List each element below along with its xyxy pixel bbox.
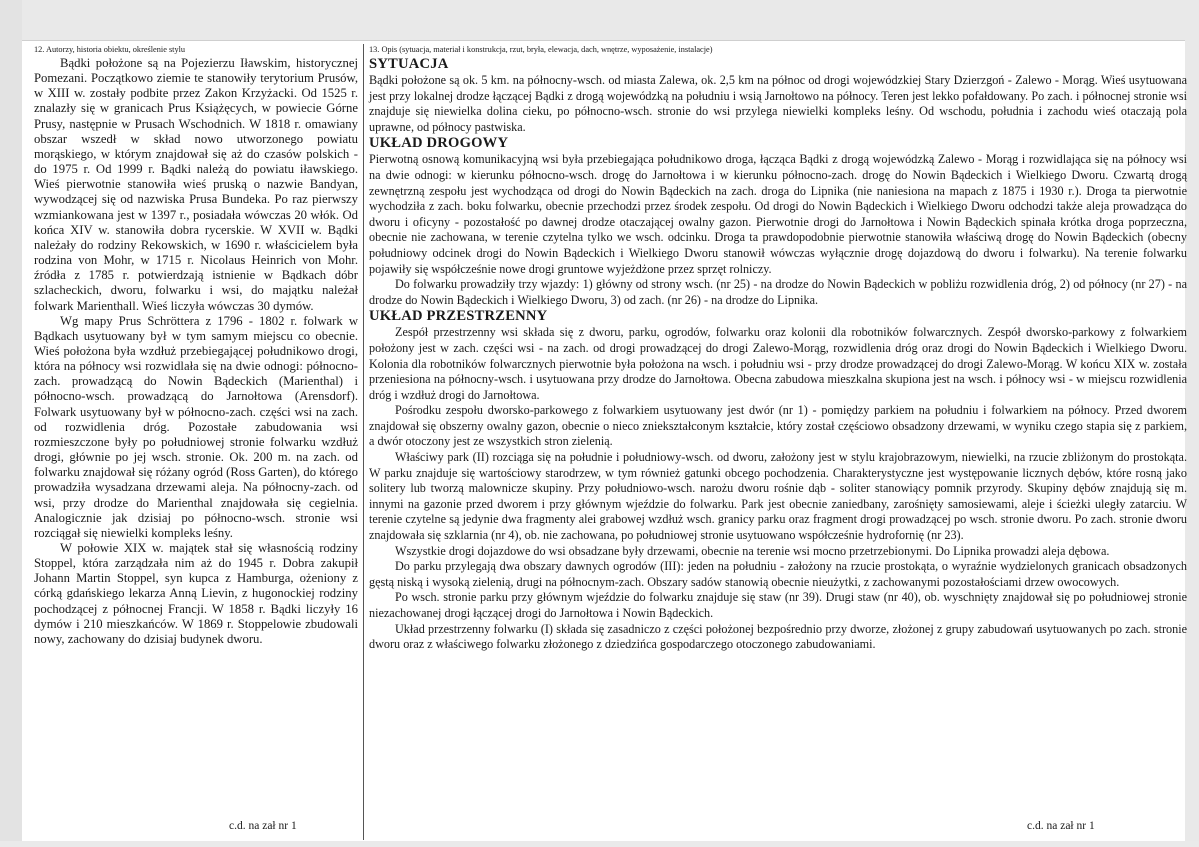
section-paragraph: Po wsch. stronie parku przy głównym wjeździe do folwarku znajduje się staw (nr 39). Drugi staw (nr 40), ob. wyschnięty znajdował się po południowej stronie niezachowanej drogi łączącej drogi do Jarnołtowa i Nowin Bądeckich.: [369, 590, 1187, 620]
scan-top-margin: [0, 0, 1199, 41]
history-column: [34, 56, 358, 647]
section-heading-situation: SYTUACJA: [369, 56, 449, 72]
right-continuation-note: c.d. na zał nr 1: [1027, 820, 1095, 832]
description-column: [369, 56, 1187, 653]
right-column-header: 13. Opis (sytuacja, materiał i konstrukcja, rzut, bryła, elewacja, dach, wnętrze, wyposażenie, instalacje): [369, 45, 713, 54]
column-divider: [363, 44, 364, 840]
scan-left-margin: [0, 0, 22, 847]
section-paragraph: Zespół przestrzenny wsi składa się z dworu, parku, ogrodów, folwarku oraz kolonii dla robotników folwarcznych. Zespół dworsko-parkowy z folwarkiem położony jest w zach. części wsi - na zach. od drogi prowadzącej do drogi Zalewo-Morąg, rozwidlenia dróg oraz drogi do Nowin Bądeckich i Wielkiego Dworu. Kolonia dla robotników folwarcznych pierwotnie była położona na wsch. i południu wsi - przy drodze prowadzącej do drogi Zalewo-Morąg. W końcu XIX w. została przeniesiona na północny-wsch. i usytuowana przy drodze do Jarnołtowa. Obecna zabudowa mieszkalna skupiona jest na wsch. i północy wsi - w miejscu rozwidlenia dróg i wzdłuż drogi do Jarnołtowa.: [369, 325, 1187, 402]
scan-right-margin: [1185, 0, 1199, 847]
section-paragraph: Bądki położone są ok. 5 km. na północny-wsch. od miasta Zalewa, ok. 2,5 km na północ od drogi wojewódzkiej Stary Dzierzgoń - Zalewo - Morąg. Wieś usytuowana jest przy lokalnej drodze łączącej Bądki z drogą wojewódzką na południu i wsią Jarnołtowo na północy. Teren jest lekko pofałdowany. Po zach. i północnej stronie wsi znajduje się niewielka dolina cieku, po północno-wsch. stronie do wsi przylega niewielki kompleks leśny. Od wschodu, południa i zachodu wieś otaczają pola uprawne, od północy pastwiska.: [369, 73, 1187, 134]
scan-bottom-margin: [0, 841, 1199, 847]
history-paragraph: W połowie XIX w. majątek stał się własnością rodziny Stoppel, która zarządzała nim aż do 1945 r. Dobra zakupił Johann Martin Stoppel, syn kupca z Hamburga, ożeniony z córką gdańskiego lekarza Anną Lievin, z hugonockiej rodziny pochodzącej z północnej Francji. W 1858 r. Bądki liczyły 16 dymów i 210 mieszkańców. W 1869 r. Stoppelowie zbudowali nowy, zachowany do dzisiaj budynek dworu.: [34, 541, 358, 646]
section-heading-road-layout: UKŁAD DROGOWY: [369, 135, 509, 152]
left-continuation-note: c.d. na zał nr 1: [229, 820, 297, 832]
section-paragraph: Układ przestrzenny folwarku (I) składa się zasadniczo z części położonej bezpośrednio przy dworze, złożonej z grupy zabudowań usytuowanych po zach. stronie dworu oraz z właściwego folwarku złożonego z dziedzińca gospodarczego otoczonego zabudowaniami.: [369, 621, 1187, 652]
section-heading-spatial-layout: UKŁAD PRZESTRZENNY: [369, 308, 548, 325]
section-paragraph: Do folwarku prowadziły trzy wjazdy: 1) główny od strony wsch. (nr 25) - na drodze do Nowin Bądeckich w pobliżu rozwidlenia dróg, 2) od północy (nr 27) - na drodze do Nowin Bądeckich i Wielkiego Dworu, 3) od zach. (nr 26) - na drodze do Lipnika.: [369, 277, 1187, 307]
section-paragraph: Pierwotną osnową komunikacyjną wsi była przebiegająca południkowo droga, łącząca Bądki z drogą wojewódzką Zalewo - Morąg i rozwidlająca się na północy wsi na dwie odnogi: w kierunku północno-wsch. drogę do Jarnołtowa i w kierunku północno-zach. drogę do Nowin Bądeckich i Wielkiego Dworu. Czwartą drogą zewnętrzną zespołu jest wychodząca od drogi do Nowin Bądeckich na zach. droga do Lipnika (nie naniesiona na mapach z 1875 i 1930 r.). Droga ta pierwotnie wychodziła z zach. boku folwarku, obecnie przechodzi przez środek zespołu. Od drogi do Nowin Bądeckich i Wielkiego Dworu odchodzi także aleja prowadząca do dworu i oficyny - pozostałość po dawnej drodze otaczającej owalny gazon. Pierwotnie drogi do Jarnołtowa i Nowin Bądeckich spinała krótka droga poprzeczna, obecnie nie zachowana, w terenie czytelna tylko we wsch. odcinku. Droga ta prawdopodobnie pierwotnie stanowiła właściwą drogę do Nowin Bądeckich (obecny południowy odcinek drogi do Nowin Bądeckich i Wielkiego Dworu stanowił wówczas wyłącznie drogę dojazdową do dworu i folwarku). Na terenie folwarku pojawiły się współcześnie nowe drogi gruntowe wyjeżdżone przez sprzęt rolniczy.: [369, 152, 1187, 276]
section-paragraph: Wszystkie drogi dojazdowe do wsi obsadzane były drzewami, obecnie na terenie wsi mocno przetrzebionymi. Do Lipnika prowadzi aleja dębowa.: [395, 543, 1110, 558]
section-paragraph: Pośrodku zespołu dworsko-parkowego z folwarkiem usytuowany jest dwór (nr 1) - pomiędzy parkiem na południu i folwarkiem na północy. Przed dworem znajdował się obszerny owalny gazon, obecnie o nieco zniekształconym kształcie, który został częściowo obsadzony drzewami, w wyniku czego stapia się z parkiem, a dwór otoczony jest ze wszystkich stron zielenią.: [369, 403, 1187, 449]
section-paragraph: Do parku przylegają dwa obszary dawnych ogrodów (III): jeden na południu - założony na rzucie prostokąta, o wyraźnie wydzielonych granicach obsadzonych gęstą niską i wysoką zielenią, drugi na północnym-zach. Obszary sadów stanowią obecnie nieużytki, z zachowanymi pozostałościami drzew owocowych.: [369, 559, 1187, 589]
history-paragraph: Bądki położone są na Pojezierzu Iławskim, historycznej Pomezani. Początkowo ziemie te stanowiły terytorium Prusów, w XIII w. zostały podbite przez Zakon Krzyżacki. Od 1525 r. znalazły się w granicach Prus Książęcych, w powiecie Górne Prusy, następnie w Prusach Wschodnich. W 1818 r. omawiany obszar wszedł w skład nowo utworzonego powiatu morąskiego, w którym znajdował się aż do czasów polskich - do 1975 r. Od 1999 r. Bądki należą do powiatu iławskiego. Wieś pierwotnie stanowiła wieś pruską o nazwie Bandyan, wywodzącej się od nazwiska Prusa Bundeka. Po raz pierwszy wzmiankowana jest w 1397 r., posiadała wówczas 20 włók. Od końca XIV w. stanowiła dobra rycerskie. W XVII w. Bądki należały do rodziny Rekowskich, w 1690 r. właścicielem była rodzina von Mohr, w 1715 r. Nicolaus Heinrich von Mohr. źródła z 1785 r. potwierdzają istnienie w Bądkach dóbr szlacheckich, dworu, folwarku i wsi, do majątku należał folwark Marienthall. Wieś liczyła wówczas 30 dymów.: [34, 56, 358, 313]
section-paragraph: Właściwy park (II) rozciąga się na południe i południowy-wsch. od dworu, założony jest w stylu krajobrazowym, niewielki, na rzucie zbliżonym do prostokąta. W parku znajduje się wartościowy starodrzew, w tym również gatunki obcego pochodzenia. Charakterystyczne jest występowanie licznych dębów, które rosną jako solitery lub tworzą malownicze skupiny. Przy południowo-wsch. narożu dworu rośnie dąb - soliter stanowiący pomnik przyrody. Skupiny dębów znajdują się m. innymi na gazonie przed dworem i przy głównym wjeździe do folwarku. Park jest obecnie zaniedbany, zarośnięty samosiewami, aleje i ścieżki uległy zatarciu. W terenie czytelne są jedynie dwa fragmenty alei grabowej wzdłuż wsch. granicy parku oraz fragment drogi prowadzącej po wsch. stronie dworu. Po zach. stronie dworu znajdowała się szklarnia (nr 4), ob. nie zachowana, po południowej stronie usytuowano współcześnie hydrofornię (nr 23).: [369, 450, 1187, 543]
left-column-header: 12. Autorzy, historia obiektu, określenie stylu: [34, 45, 186, 54]
history-paragraph: Wg mapy Prus Schröttera z 1796 - 1802 r. folwark w Bądkach usytuowany był w tym samym miejscu co obecnie. Wieś położona była wzdłuż przebiegającej południkowo drogi, która na północy wsi rozwidlała się na dwie odnogi: północno-zach. prowadzącą do Nowin Bądeckich (Marienthal) i północno-wsch. prowadzącą do Jarnołtowa (Arensdorf). Folwark usytuowany był w północno-zach. części wsi na zach. od rozwidlenia dróg. Pozostałe zabudowania wsi rozmieszczone były po południowej stronie folwarku wzdłuż drogi, głównie po jej wsch. stronie. Ok. 200 m. na zach. od folwarku znajdował się różany ogród (Ross Garten), do którego prowadziła wysadzana drzewami aleja. Na północny-zach. od wsi, przy drodze do Marienthal znajdowała się cegielnia. Analogicznie jak dzisiaj po północno-wsch. stronie wsi rozciągał się niewielki kompleks leśny.: [34, 313, 358, 540]
